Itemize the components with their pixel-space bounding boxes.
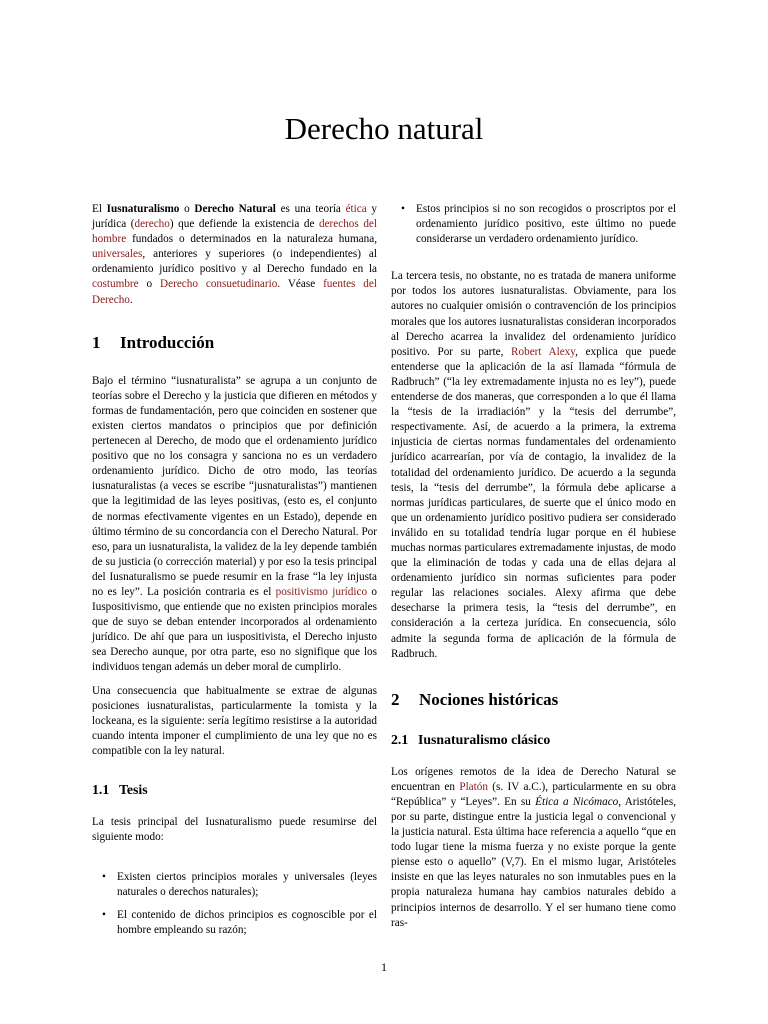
text: o Iuspositivismo, que entiende que no existen principios morales que de suyo se deban entender incorporados al ordenamiento jurídico. De ahí que para un iuspositivista, el Derecho injusto sea Derecho aunque, por otra parte, eso no signifique que los individuos tengan además un deber moral de cumplirlo. xyxy=(92,585,377,674)
list-item xyxy=(92,870,377,900)
book-title: Ética a Nicómaco xyxy=(535,795,619,808)
section-number: 2 xyxy=(391,689,400,709)
link-costumbre[interactable]: costumbre xyxy=(92,278,139,291)
text: , explica que puede entenderse que la aplicación de la así llamada “fórmula de Radbruch” (“la ley extremadamente injusta no es ley”), puede entenderse de dos maneras, que corresponden a lo que él llama la “tesis de la irradiación” y la “tesis del derrumbe”, respectivamente. Así, de acuerdo a la primera, la extrema injusticia de ciertas normas fundamentales del ordenamiento jurídico acarrearían, por vía de contagio, la invalidez de la totalidad del ordenamiento jurídico. De acuerdo a la segunda tesis, la “tesis del derrumbe”, la fórmula debe aplicarse a normas jurídicas particulares, de suerte que el único modo en que un ordenamiento jurídico positivo pudiera ser considerado inválido en su totalidad tendría lugar porque en él hubiese muchas normas particulares extremadamente injustas, de modo que la eliminación de todas y cada una de ellas dejara al ordenamiento jurídico sin normas suficientes para poder regular las relaciones sociales. Alexy afirma que debe desecharse la primera tesis, la “tesis del derrumbe”, en consideración a la certeza jurídica. En consecuencia, sólo admite la segunda forma de aplicación de la fórmula de Radbruch. xyxy=(391,345,677,660)
list-item xyxy=(92,908,377,938)
section-number: 1 xyxy=(92,332,101,352)
link-robert-alexy[interactable]: Robert Alexy xyxy=(511,345,576,358)
link-universales[interactable]: universales xyxy=(92,248,143,261)
introduccion-paragraph-1 xyxy=(92,374,377,676)
text: Los orígenes remotos de la idea de Derecho Natural se encuentran en xyxy=(391,765,676,793)
link-derecho-consuetudinario[interactable]: Derecho consuetudinario xyxy=(160,278,278,291)
term-iusnaturalismo: Iusnaturalismo xyxy=(106,203,180,215)
iusnaturalismo-clasico-paragraph xyxy=(391,765,676,931)
tesis-list xyxy=(92,870,377,938)
right-column xyxy=(391,202,676,931)
section-title: Iusnaturalismo clásico xyxy=(418,731,551,747)
link-etica[interactable]: ética xyxy=(345,203,367,215)
list-item-text: Estos principios si no son recogidos o proscriptos por el ordenamiento jurídico positivo, este último no puede considerarse un verdadero ordenamiento jurídico. xyxy=(416,203,676,246)
link-derecho[interactable]: derecho xyxy=(134,218,170,231)
tesis-paragraph-2 xyxy=(391,269,676,661)
link-platon[interactable]: Platón xyxy=(459,780,488,793)
term-derecho-natural: Derecho Natural xyxy=(194,203,276,215)
text: ) que defiende la existencia de xyxy=(169,218,319,231)
link-positivismo-juridico[interactable]: positivismo jurídico xyxy=(275,585,368,598)
text: es una teoría xyxy=(275,203,346,215)
text: . xyxy=(129,293,133,306)
bullet-icon: • xyxy=(102,909,106,922)
section-heading-iusnaturalismo-clasico xyxy=(391,731,676,749)
section-number: 1.1 xyxy=(92,782,110,797)
list-item-text: El contenido de dichos principios es cognoscible por el hombre empleando su razón; xyxy=(117,909,377,937)
section-title: Nociones históricas xyxy=(419,689,559,709)
text: , anteriores y superiores (o independientes) al ordenamiento jurídico positivo y al Derecho fundado en la xyxy=(92,248,377,276)
tesis-paragraph-1: La tesis principal del Iusnaturalismo puede resumirse del siguiente modo: xyxy=(92,816,377,844)
text: y jurídica ( xyxy=(92,203,377,231)
link-fuentes-del-derecho[interactable]: fuentes del Derecho xyxy=(92,278,377,306)
introduccion-paragraph-2: Una consecuencia que habitualmente se extrae de algunas posiciones iusnaturalistas, particularmente la tomista y la lockeana, es la siguiente: sería legítimo resistirse a la autoridad cuando intenta imponer el cumplimiento de una ley que no es compatible con la ley natural. xyxy=(92,684,377,757)
text: El xyxy=(92,203,107,215)
section-title: Introducción xyxy=(120,332,215,352)
intro-paragraph xyxy=(92,202,377,308)
bullet-icon: • xyxy=(102,871,106,884)
tesis-list-continued xyxy=(391,202,676,247)
list-item xyxy=(391,202,676,247)
text: La tercera tesis, no obstante, no es tratada de manera uniforme por todos los autores iusnaturalistas. Obviamente, para los autores no cualquier omisión o contravención de los principios morales que los autores iusnaturalistas consideran incorporados al Derecho acarrea la invalidez del ordenamiento jurídico positivo. Por su parte, xyxy=(391,270,676,358)
section-title: Tesis xyxy=(119,782,148,797)
section-heading-introduccion xyxy=(92,332,377,354)
section-heading-nociones-historicas xyxy=(391,689,676,711)
page-title: Derecho natural xyxy=(284,111,484,146)
section-number: 2.1 xyxy=(391,731,409,747)
page-number: 1 xyxy=(381,960,387,974)
left-column xyxy=(92,202,377,939)
link-derechos-del-hombre[interactable]: derechos del hombre xyxy=(92,218,377,246)
text: o xyxy=(179,203,195,215)
bullet-icon: • xyxy=(401,203,405,215)
section-heading-tesis xyxy=(92,781,377,799)
text: (s. IV a.C.), particularmente en su obra “República” y “Leyes”. En su xyxy=(391,780,676,808)
list-item-text: Existen ciertos principios morales y universales (leyes naturales o derechos naturales); xyxy=(117,871,377,899)
text: , Aristóteles, por su parte, distingue entre la justicia legal o convencional y la justicia natural. Esta última hace referencia a aquello “que en todo lugar tiene la misma fuerza y no existe porque la gente piense esto o aquello” (V,7). En el mismo lugar, Aristóteles insiste en que las leyes naturales no son inmutables pues en la propia naturaleza humana hay cambios naturales debido a principios internos de desarrollo. Y el ser humano tiene como ras- xyxy=(391,795,676,929)
text: . Véase xyxy=(277,278,324,291)
text: fundados o determinados en la naturaleza humana, xyxy=(126,233,377,246)
text: Bajo el término “iusnaturalista” se agrupa a un conjunto de teorías sobre el Derecho y la justicia que difieren en métodos y formas de fundamentación, pero que coinciden en sostener que existen ciertos mandatos o principios que por definición pertenecen al Derecho, de modo que el ordenamiento jurídico positivo que no los consagra y sanciona no es un verdadero ordenamiento jurídico. Dicho de otro modo, las teorías iusnaturalistas (a veces se escribe “jusnaturalistas”) mantienen que la legitimidad de las leyes positivas, (esto es, el conjunto de normas efectivamente vigentes en un Estado), depende en último término de su concordancia con el Derecho Natural. Por eso, para un iusnaturalista, la validez de la ley depende también de su justicia (o corrección material) y por eso la tesis principal del Iusnaturalismo se puede resumir en la frase “la ley injusta no es ley”. La posición contraria es el xyxy=(92,374,377,598)
text: o xyxy=(138,278,161,291)
